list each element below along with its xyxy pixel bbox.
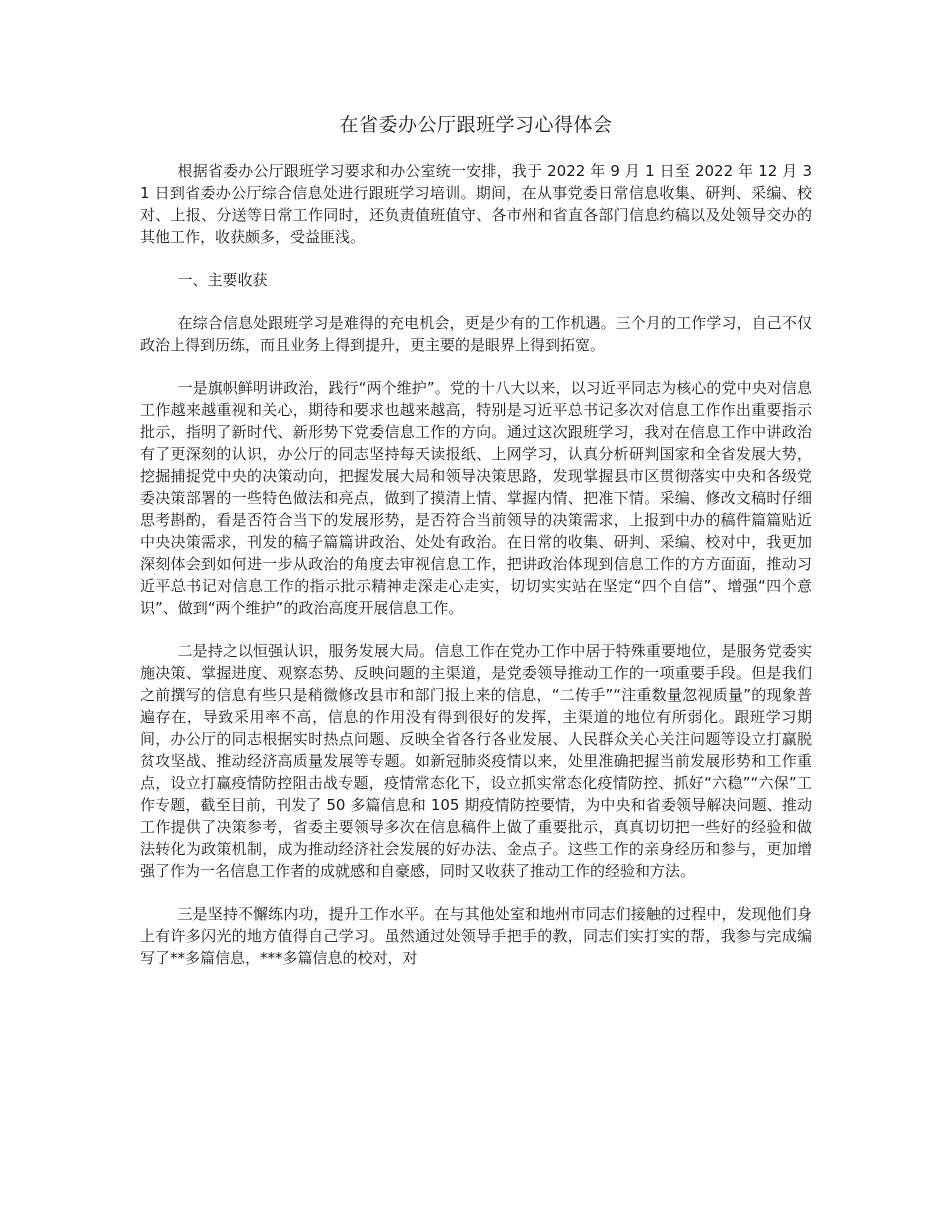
point-lead: 三是坚持不懈练内功，提升工作水平。	[177, 905, 435, 923]
point-paragraph-1	[140, 377, 812, 619]
point-body: 在与其他处室和地州市同志们接触的过程中，发现他们身上有许多闪光的地方值得自己学习。虽然通过处领导手把手的教，同志们实打实的帮，我参与完成编写了**多篇信息，***多篇信息的校对，对	[140, 905, 812, 967]
point-body: 信息工作在党办工作中居于特殊重要地位，是服务党委实施决策、掌握进度、观察态势、反映问题的主渠道，是党委领导推动工作的一项重要手段。但是我们之前撰写的信息有些只是稍微修改县市和部门报上来的信息，“二传手”“注重数量忽视质量”的现象普遍存在，导致采用率不高，信息的作用没有得到很好的发挥，主渠道的地位有所弱化。跟班学习期间，办公厅的同志根据实时热点问题、反映全省各行各业发展、人民群众关心关注问题等设立打赢脱贫攻坚战、推动经济高质量发展等专题。如新冠肺炎疫情以来，处里准确把握当前发展形势和工作重点，设立打赢疫情防控阻击战专题，疫情常态化下，设立抓实常态化疫情防控、抓好“六稳”“六保”工作专题，截至目前，刊发了 50 多篇信息和 105 期疫情防控要情，为中央和省委领导解决问题、推动工作提供了决策参考，省委主要领导多次在信息稿件上做了重要批示，真真切切把一些好的经验和做法转化为政策机制，成为推动经济社会发展的好办法、金点子。这些工作的亲身经历和参与，更加增强了作为一名信息工作者的成就感和自豪感，同时又收获了推动工作的经验和方法。	[140, 642, 812, 880]
section-heading: 一、主要收获	[177, 271, 268, 289]
document-title: 在省委办公厅跟班学习心得体会	[339, 114, 613, 136]
point-paragraph-2	[140, 640, 812, 882]
intro-paragraph: 根据省委办公厅跟班学习要求和办公室统一安排，我于 2022 年 9 月 1 日至 2022 年 12 月 31 日到省委办公厅综合信息处进行跟班学习培训。期间，在从事党委日常信息收集、研判、采编、校对、上报、分送等日常工作同时，还负责值班值守、各市州和省直各部门信息约稿以及处领导交办的其他工作，收获颇多，受益匪浅。	[140, 162, 812, 246]
document-page	[140, 110, 812, 990]
point-paragraph-3	[140, 903, 812, 969]
point-body: 党的十八大以来，以习近平同志为核心的党中央对信息工作越来越重视和关心，期待和要求也越来越高，特别是习近平总书记多次对信息工作作出重要指示批示，指明了新时代、新形势下党委信息工作的方向。通过这次跟班学习，我对在信息工作中讲政治有了更深刻的认识，办公厅的同志坚持每天读报纸、上网学习，认真分析研判国家和全省发展大势，挖掘捕捉党中央的决策动向，把握发展大局和领导决策思路，发现掌握县市区贯彻落实中央和各级党委决策部署的一些特色做法和亮点，做到了摸清上情、掌握内情、把准下情。采编、修改文稿时仔细思考斟酌，看是否符合当下的发展形势，是否符合当前领导的决策需求，上报到中办的稿件篇篇贴近中央决策需求，刊发的稿子篇篇讲政治、处处有政治。在日常的收集、研判、采编、校对中，我更加深刻体会到如何进一步从政治的角度去审视信息工作，把讲政治体现到信息工作的方方面面，推动习近平总书记对信息工作的指示批示精神走深走心走实，切切实实站在坚定“四个自信”、增强“四个意识”、做到“两个维护”的政治高度开展信息工作。	[140, 379, 812, 617]
point-lead: 一是旗帜鲜明讲政治，践行“两个维护”。	[177, 379, 450, 397]
point-lead: 二是持之以恒强认识，服务发展大局。	[177, 642, 435, 660]
section-intro-paragraph: 在综合信息处跟班学习是难得的充电机会，更是少有的工作机遇。三个月的工作学习，自己不仅政治上得到历练，而且业务上得到提升，更主要的是眼界上得到拓宽。	[140, 314, 812, 354]
